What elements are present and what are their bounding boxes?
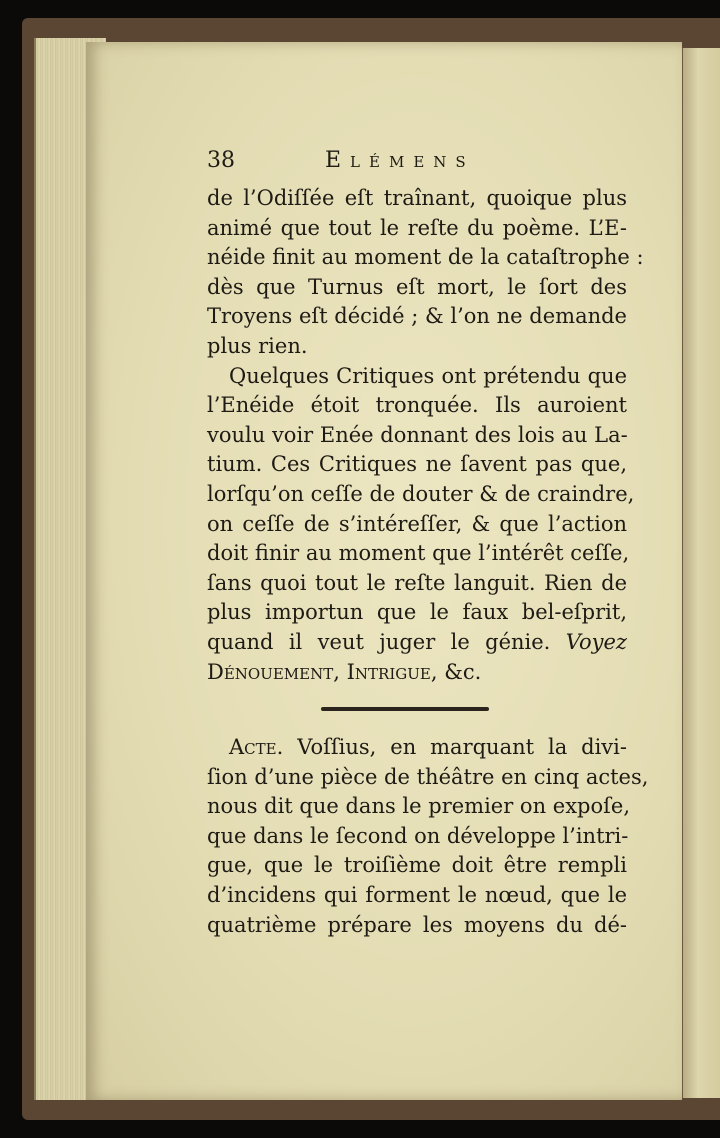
paragraph-2 [207, 362, 635, 688]
text-line: ſion d’une pièce de théâtre en cinq actes, [207, 764, 649, 789]
text-line: nous dit que dans le premier on expoſe, [207, 794, 631, 819]
text-line: tium. Ces Critiques ne ſavent pas que, [207, 452, 627, 477]
page-number: 38 [207, 148, 235, 173]
text-line: quatrième prépare les moyens du dé- [207, 912, 627, 937]
paragraph-1 [207, 184, 644, 362]
text-line: néide finit au moment de la cataſtrophe : [207, 245, 644, 270]
facing-page-edge [682, 48, 720, 1098]
text-line: lorſqu’on ceſſe de douter & de craindre, [207, 481, 635, 506]
text-line: Troyens eſt décidé ; & l’on ne demande [207, 304, 627, 329]
text-line: on ceſſe de s’intéreſſer, & que l’action [207, 511, 627, 536]
text-line: dès que Turnus eſt mort, le ſort des [207, 274, 627, 299]
text-line: animé que tout le reſte du poème. L’E- [207, 215, 627, 240]
text-line: que dans le ſecond on développe l’intri- [207, 823, 629, 848]
text-line: l’Enéide étoit tronquée. Ils auroient [207, 393, 627, 418]
running-header [207, 148, 627, 184]
article-acte [207, 733, 649, 940]
running-title: Elémens [325, 148, 475, 173]
text-line: doit finir au moment que l’intérêt ceſſe, [207, 541, 630, 566]
text-line: d’incidens qui forment le nœud, que le [207, 883, 627, 908]
voyez-label: Voyez [565, 629, 627, 654]
text-line [207, 733, 627, 763]
text-line: plus importun que le faux bel-eſprit, [207, 600, 627, 625]
page-text [207, 148, 649, 940]
reference-denouement: Dénouement [207, 659, 334, 684]
text-line: gue, que le troiſième doit être rempli [207, 853, 627, 878]
text-segment: Voſſius, en marquant la divi- [297, 735, 627, 760]
text-line [207, 628, 627, 658]
text-segment: quand il veut juger le génie. [207, 629, 551, 654]
text-line: voulu voir Enée donnant des lois au La- [207, 422, 628, 447]
text-line: ſans quoi tout le reſte languit. Rien de [207, 570, 627, 595]
text-line: Quelques Critiques ont prétendu que [229, 363, 627, 388]
article-headword: Acte. [229, 735, 284, 760]
section-divider [321, 707, 489, 711]
cross-reference-line: Dénouement, Intrigue, &c. [207, 659, 482, 684]
text-line: de l’Odiſſée eſt traînant, quoique plus [207, 186, 627, 210]
etc-label: &c. [444, 659, 482, 684]
text-line: plus rien. [207, 333, 308, 358]
reference-intrigue: Intrigue [346, 659, 431, 684]
